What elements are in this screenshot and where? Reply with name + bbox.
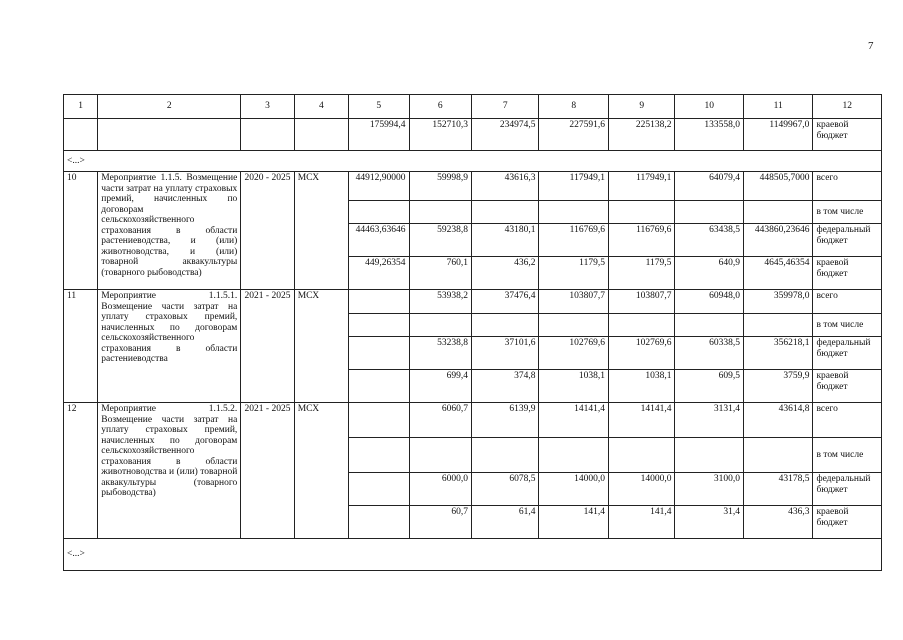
value-cell: 3131,4	[675, 403, 744, 438]
value-cell	[349, 290, 409, 314]
activity-name: Мероприятие 1.1.5. Возмещение части затрат на уплату страховых премий, начисленных по договорам сельскохозяйственного страхования в области растениеводства, и (или) животноводства, и (или) товарной аквакультуры (товарного рыбоводства)	[98, 172, 241, 290]
value-cell: 53238,8	[409, 337, 471, 370]
header-cell: 6	[409, 95, 471, 119]
value-cell	[409, 201, 471, 224]
value-cell: 699,4	[409, 370, 471, 403]
value-cell: 103807,7	[608, 290, 674, 314]
value-cell: 374,8	[471, 370, 538, 403]
row-number: 11	[64, 290, 98, 403]
header-cell: 7	[471, 95, 538, 119]
value-cell	[539, 438, 609, 473]
value-cell: 44463,63646	[349, 224, 409, 257]
value-cell	[409, 314, 471, 337]
value-cell: 1179,5	[608, 257, 674, 290]
value-cell	[471, 314, 538, 337]
value-cell: 1038,1	[608, 370, 674, 403]
value-cell: 609,5	[675, 370, 744, 403]
table-row	[64, 290, 882, 314]
carry-over-row	[64, 119, 882, 151]
value-cell: 6060,7	[409, 403, 471, 438]
value-cell	[349, 201, 409, 224]
funding-type-cell: всего	[813, 172, 882, 201]
value-cell: 60948,0	[675, 290, 744, 314]
budget-table	[63, 94, 882, 571]
row-number: 10	[64, 172, 98, 290]
ellipsis-marker: <...>	[64, 151, 882, 172]
funding-type-cell: краевой бюджет	[813, 370, 882, 403]
value-cell	[349, 370, 409, 403]
ellipsis-marker: <...>	[64, 539, 882, 571]
empty-cell	[98, 119, 241, 151]
funding-type-cell: всего	[813, 403, 882, 438]
empty-cell	[294, 119, 348, 151]
header-cell: 10	[675, 95, 744, 119]
value-cell: 117949,1	[608, 172, 674, 201]
value-cell: 63438,5	[675, 224, 744, 257]
header-cell: 9	[608, 95, 674, 119]
value-cell: 43616,3	[471, 172, 538, 201]
activity-name: Мероприятие 1.1.5.1. Возмещение части затрат на уплату страховых премий, начисленных по договорам сельскохозяйственного страхования в области растениеводства	[98, 290, 241, 403]
value-cell	[743, 438, 813, 473]
value-cell: 760,1	[409, 257, 471, 290]
value-cell: 436,2	[471, 257, 538, 290]
value-cell: 61,4	[471, 506, 538, 539]
value-cell: 116769,6	[539, 224, 609, 257]
funding-type-cell: краевой бюджет	[813, 119, 882, 151]
header-cell: 3	[241, 95, 294, 119]
value-cell	[349, 403, 409, 438]
row-number: 12	[64, 403, 98, 539]
header-cell: 2	[98, 95, 241, 119]
value-cell: 1149967,0	[743, 119, 813, 151]
value-cell: 175994,4	[349, 119, 409, 151]
value-cell: 3759,9	[743, 370, 813, 403]
funding-type-cell: всего	[813, 290, 882, 314]
value-cell: 133558,0	[675, 119, 744, 151]
funding-type-cell: федеральный бюджет	[813, 473, 882, 506]
value-cell: 60,7	[409, 506, 471, 539]
funding-type-cell: в том числе	[813, 438, 882, 473]
table-row	[64, 172, 882, 201]
value-cell: 640,9	[675, 257, 744, 290]
funding-type-cell: краевой бюджет	[813, 506, 882, 539]
empty-cell	[241, 119, 294, 151]
header-cell: 4	[294, 95, 348, 119]
value-cell	[349, 438, 409, 473]
value-cell: 6139,9	[471, 403, 538, 438]
value-cell: 4645,46354	[743, 257, 813, 290]
value-cell: 43180,1	[471, 224, 538, 257]
value-cell: 59998,9	[409, 172, 471, 201]
value-cell	[409, 438, 471, 473]
value-cell: 436,3	[743, 506, 813, 539]
value-cell	[349, 314, 409, 337]
value-cell: 3100,0	[675, 473, 744, 506]
ellipsis-row	[64, 539, 882, 571]
funding-type-cell: в том числе	[813, 201, 882, 224]
value-cell: 64079,4	[675, 172, 744, 201]
value-cell	[539, 314, 609, 337]
value-cell	[675, 314, 744, 337]
value-cell	[349, 473, 409, 506]
value-cell	[743, 314, 813, 337]
value-cell: 1179,5	[539, 257, 609, 290]
header-cell: 5	[349, 95, 409, 119]
page-number: 7	[868, 40, 874, 52]
executor: МСХ	[294, 172, 348, 290]
value-cell: 44912,90000	[349, 172, 409, 201]
value-cell: 356218,1	[743, 337, 813, 370]
activity-name: Мероприятие 1.1.5.2. Возмещение части затрат на уплату страховых премий, начисленных по договорам сельскохозяйственного страхования в области животноводства и (или) товарной аквакультуры (товарного рыбоводства)	[98, 403, 241, 539]
value-cell: 31,4	[675, 506, 744, 539]
value-cell	[349, 506, 409, 539]
header-cell: 8	[539, 95, 609, 119]
value-cell: 103807,7	[539, 290, 609, 314]
header-row	[64, 95, 882, 119]
value-cell: 1038,1	[539, 370, 609, 403]
value-cell	[539, 201, 609, 224]
value-cell: 227591,6	[539, 119, 609, 151]
funding-type-cell: федеральный бюджет	[813, 224, 882, 257]
value-cell: 443860,23646	[743, 224, 813, 257]
funding-type-cell: в том числе	[813, 314, 882, 337]
table-row	[64, 403, 882, 438]
value-cell: 449,26354	[349, 257, 409, 290]
value-cell	[608, 438, 674, 473]
value-cell	[471, 201, 538, 224]
value-cell: 14141,4	[539, 403, 609, 438]
value-cell: 102769,6	[539, 337, 609, 370]
value-cell	[675, 438, 744, 473]
ellipsis-row	[64, 151, 882, 172]
period: 2021 - 2025	[241, 290, 294, 403]
value-cell: 102769,6	[608, 337, 674, 370]
value-cell: 116769,6	[608, 224, 674, 257]
value-cell: 14000,0	[608, 473, 674, 506]
executor: МСХ	[294, 403, 348, 539]
value-cell: 152710,3	[409, 119, 471, 151]
value-cell: 43614,8	[743, 403, 813, 438]
value-cell: 225138,2	[608, 119, 674, 151]
value-cell: 141,4	[608, 506, 674, 539]
value-cell: 359978,0	[743, 290, 813, 314]
empty-cell	[64, 119, 98, 151]
value-cell: 448505,7000	[743, 172, 813, 201]
executor: МСХ	[294, 290, 348, 403]
value-cell	[608, 201, 674, 224]
period: 2021 - 2025	[241, 403, 294, 539]
value-cell	[743, 201, 813, 224]
value-cell: 59238,8	[409, 224, 471, 257]
value-cell: 60338,5	[675, 337, 744, 370]
header-cell: 11	[743, 95, 813, 119]
value-cell	[675, 201, 744, 224]
value-cell	[471, 438, 538, 473]
header-cell: 12	[813, 95, 882, 119]
value-cell: 53938,2	[409, 290, 471, 314]
header-cell: 1	[64, 95, 98, 119]
value-cell: 14000,0	[539, 473, 609, 506]
value-cell: 14141,4	[608, 403, 674, 438]
funding-type-cell: краевой бюджет	[813, 257, 882, 290]
value-cell: 117949,1	[539, 172, 609, 201]
value-cell: 6078,5	[471, 473, 538, 506]
period: 2020 - 2025	[241, 172, 294, 290]
funding-type-cell: федеральный бюджет	[813, 337, 882, 370]
value-cell	[349, 337, 409, 370]
value-cell: 141,4	[539, 506, 609, 539]
value-cell: 37476,4	[471, 290, 538, 314]
value-cell: 43178,5	[743, 473, 813, 506]
value-cell: 6000,0	[409, 473, 471, 506]
value-cell: 37101,6	[471, 337, 538, 370]
value-cell: 234974,5	[471, 119, 538, 151]
value-cell	[608, 314, 674, 337]
